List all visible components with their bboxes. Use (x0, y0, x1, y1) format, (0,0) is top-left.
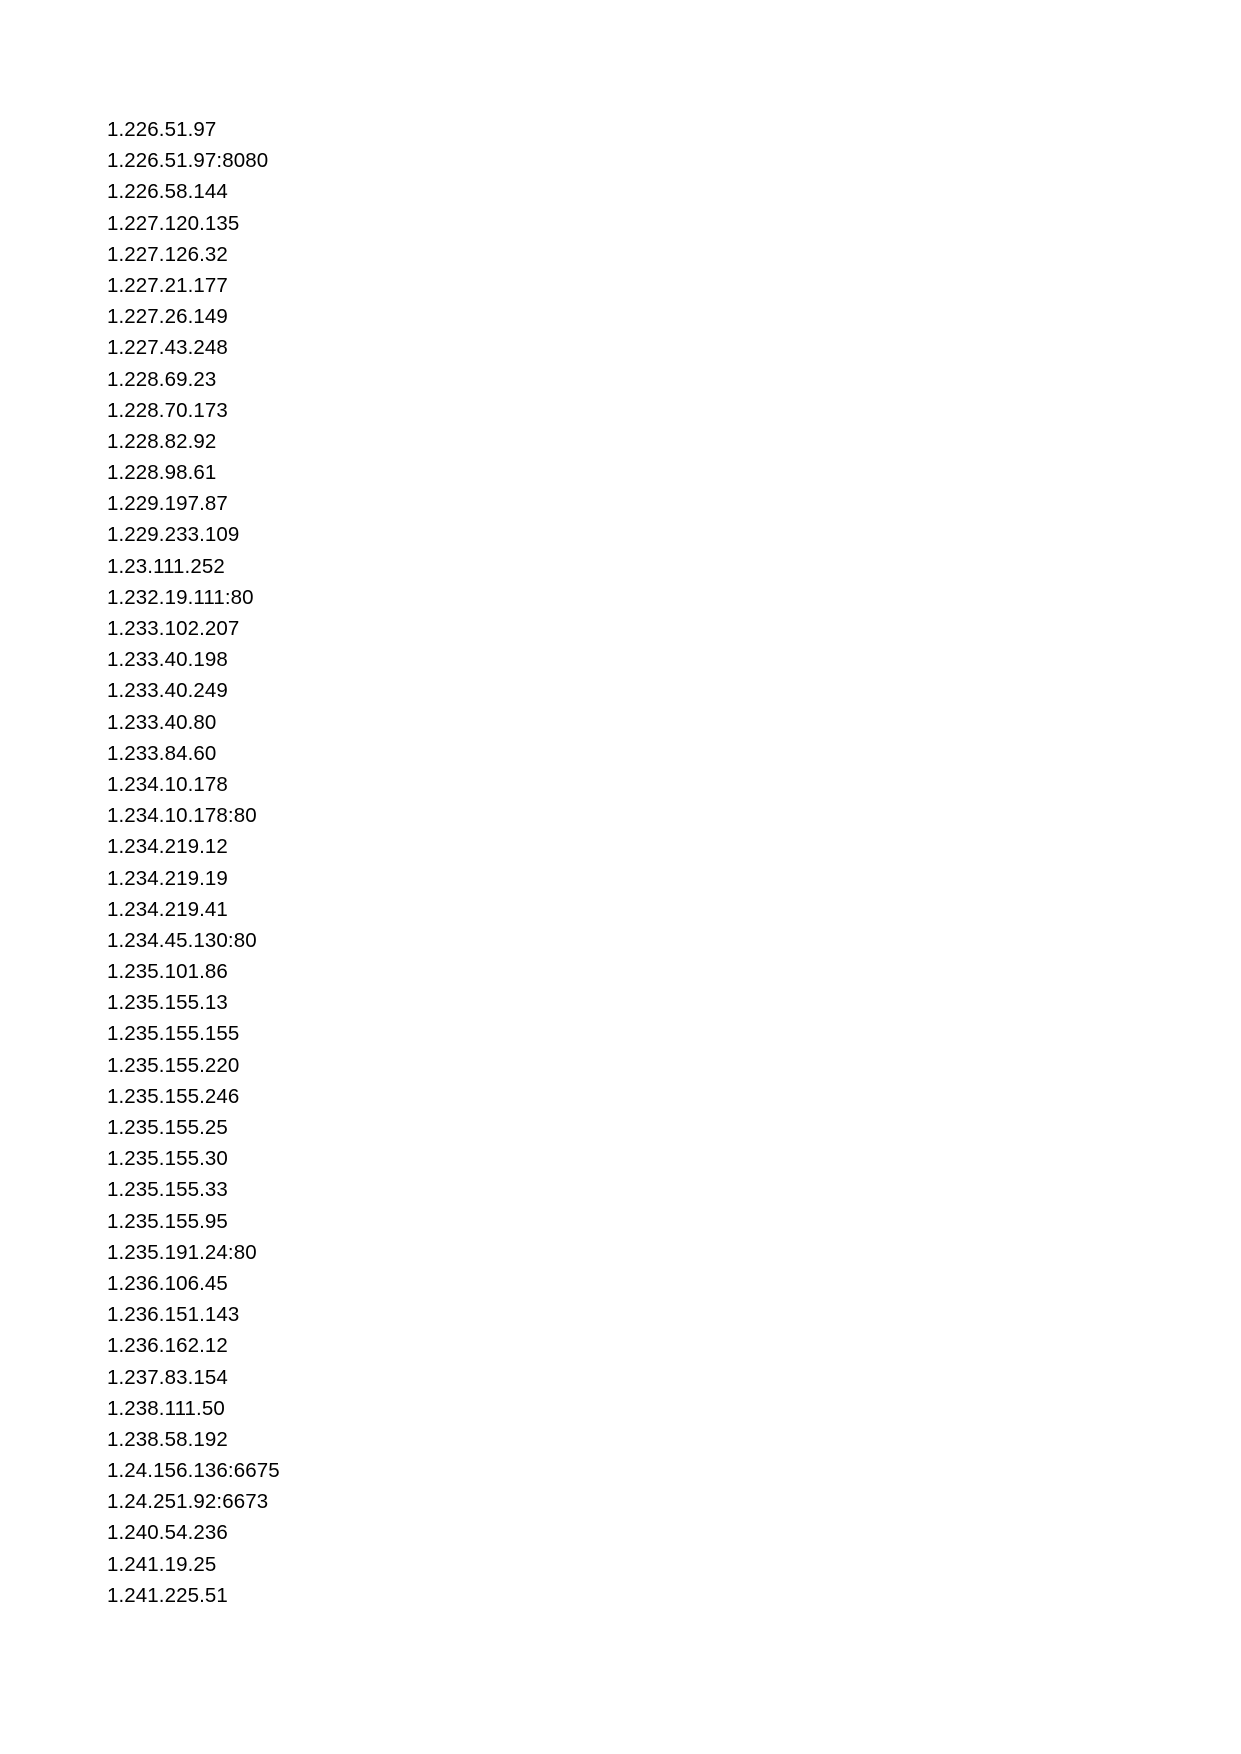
ip-address-line: 1.235.155.246 (107, 1084, 240, 1108)
ip-address-line: 1.238.58.192 (107, 1427, 228, 1451)
ip-address-line: 1.232.19.111:80 (107, 585, 254, 609)
ip-address-line: 1.234.10.178:80 (107, 804, 257, 828)
ip-address-line: 1.233.84.60 (107, 741, 217, 765)
ip-address-line: 1.234.45.130:80 (107, 928, 257, 952)
ip-address-line: 1.235.155.95 (107, 1209, 228, 1233)
ip-address-line: 1.233.102.207 (107, 617, 240, 640)
ip-address-line: 1.227.21.177 (107, 273, 228, 297)
ip-address-line: 1.241.225.51 (107, 1583, 228, 1607)
ip-address-line: 1.234.10.178 (107, 772, 228, 796)
ip-address-line: 1.226.51.97:8080 (107, 149, 269, 173)
ip-address-line: 1.228.98.61 (107, 461, 217, 485)
ip-address-line: 1.241.19.25 (107, 1552, 217, 1576)
ip-address-line: 1.235.155.155 (107, 1022, 240, 1046)
ip-address-line: 1.226.58.144 (107, 180, 228, 204)
ip-address-line: 1.228.70.173 (107, 398, 228, 422)
ip-address-line: 1.235.155.25 (107, 1116, 228, 1139)
ip-address-line: 1.24.251.92:6673 (107, 1490, 269, 1514)
ip-address-line: 1.24.156.136:6675 (107, 1459, 280, 1483)
ip-address-line: 1.234.219.19 (107, 866, 228, 890)
ip-address-line: 1.233.40.198 (107, 648, 228, 672)
ip-address-line: 1.238.111.50 (107, 1396, 225, 1420)
ip-address-line: 1.236.162.12 (107, 1334, 228, 1358)
ip-address-line: 1.229.233.109 (107, 523, 240, 547)
ip-address-line: 1.23.111.252 (107, 554, 225, 578)
ip-address-line: 1.226.51.97 (107, 118, 217, 141)
ip-address-line: 1.235.191.24:80 (107, 1240, 257, 1264)
ip-address-line: 1.235.155.220 (107, 1053, 240, 1077)
ip-address-line: 1.237.83.154 (107, 1365, 228, 1389)
ip-address-line: 1.227.126.32 (107, 242, 228, 266)
ip-address-line: 1.229.197.87 (107, 492, 228, 516)
ip-address-line: 1.227.43.248 (107, 336, 228, 360)
ip-address-line: 1.236.151.143 (107, 1303, 240, 1327)
ip-address-line: 1.235.155.30 (107, 1147, 228, 1171)
ip-address-line: 1.228.69.23 (107, 367, 217, 391)
ip-address-line: 1.233.40.249 (107, 679, 228, 703)
ip-address-line: 1.228.82.92 (107, 429, 217, 453)
ip-address-line: 1.227.26.149 (107, 305, 228, 329)
ip-address-list (107, 114, 280, 1611)
ip-address-line: 1.227.120.135 (107, 211, 240, 235)
ip-address-line: 1.235.155.33 (107, 1178, 228, 1202)
ip-address-line: 1.234.219.41 (107, 897, 228, 921)
ip-address-line: 1.236.106.45 (107, 1271, 228, 1295)
ip-address-line: 1.235.155.13 (107, 991, 228, 1015)
ip-address-line: 1.240.54.236 (107, 1521, 228, 1545)
ip-address-line: 1.233.40.80 (107, 710, 217, 734)
ip-address-line: 1.234.219.12 (107, 835, 228, 859)
ip-address-line: 1.235.101.86 (107, 960, 228, 984)
